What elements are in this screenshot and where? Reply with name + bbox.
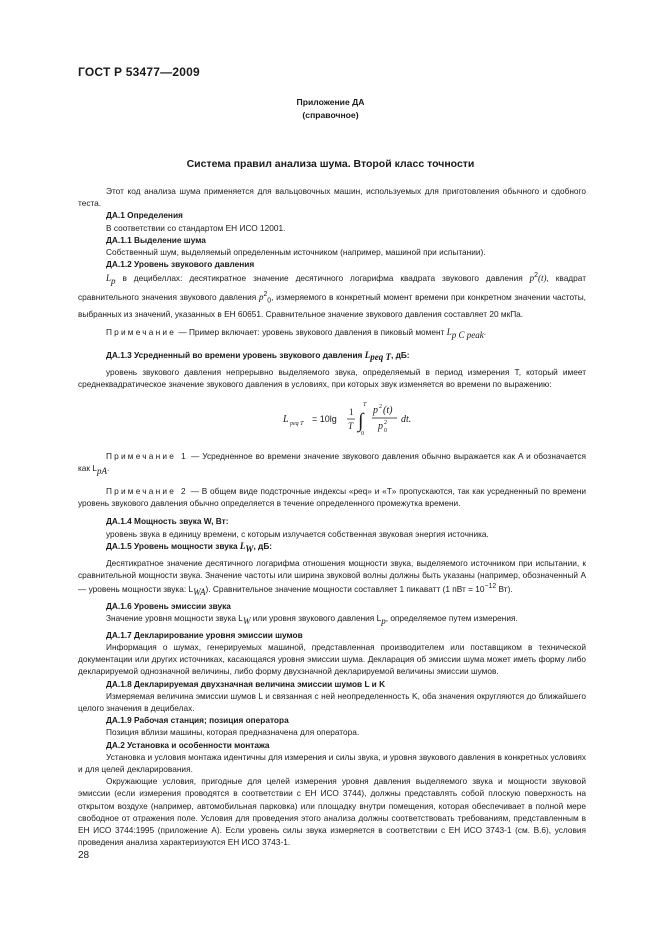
heading-da12: ДА.1.2 Уровень звукового давления xyxy=(106,259,255,270)
heading-da15: ДА.1.5 Уровень мощности звука $L_W$, дБ: xyxy=(106,540,273,554)
document-body xyxy=(78,185,586,848)
paragraph-da1: В соответствии со стандартом ЕН ИСО 12001. xyxy=(106,222,286,233)
integral-sign: ∫ xyxy=(358,410,364,432)
paragraph-da15: Десятикратное значение десятичного логарифма отношения мощности звука, выделяемого источником при испытании, к сравнительной мощности звука. Значение частоты или ширина звуковой волны должны быть указаны (например, обозначенный A — уровень мощности звука: $L_{WA}$). Сравнительное значение мощности составляет 1 пикаватт (1 пВт = $10^{-12}$ Вт). xyxy=(78,557,586,597)
formula-leq xyxy=(78,398,586,440)
heading-da18: ДА.1.8 Декларируемая двухзначная величина эмиссии шумов L и K xyxy=(106,678,386,689)
section-title: Система правил анализа шума. Второй класс точности xyxy=(186,158,475,170)
paragraph-da14: уровень звука в единицу времени, с которым излучается собственная звуковая энергия источника. xyxy=(106,528,489,539)
formula-lhs: L xyxy=(283,414,289,425)
document-header: ГОСТ Р 53477—2009 xyxy=(78,65,200,79)
paragraph-da17: Информация о шумах, генерируемых машиной, представленная производителем или поставщиком в технической документации или других источниках, касающаяся уровня эмиссии шума. Декларация об эмиссии шума может иметь форму либо декларируемой однозначной величины, либо форму двухзначной декларируемой величины эмиссии шумов. xyxy=(78,642,586,677)
formula-lower: 0 xyxy=(361,431,364,437)
paragraph-da2-b: Окружающие условия, пригодные для целей измерения уровня давления выделяемого звука и мощности звуковой эмиссии (если измерения проводятся в соответствии с ЕН ИСО 3744), должны представлять собой плоскую поверхность на открытом воздухе (например, автомобильная парковка) или площадку внутри помещения, которая обеспечивает в полной мере свободное от отражения поле. Условия для проведения этого анализа должны соответствовать требованиям, представленным в ЕН ИСО 3744:1995 (приложение А). Если уровень силы звука измеряется в соответствии с ЕН ИСО 3743-1 (см. В.6), условия проведения анализа характеризуются ЕН ИСО 3743-1. xyxy=(78,776,586,848)
paragraph-da12: $L_p$ в децибеллах: десятикратное значение десятичного логарифма квадрата звукового давления $p^2(t)$, квадрат сравнительного значения звукового давления $p^2_0$, измеряемого в конкретный момент времени при конкретном значении частоты, выбранных из значений, указанных в ЕН 60651. Сравнительное значение звукового давления составляет 20 мкПа. xyxy=(78,272,586,319)
heading-da16: ДА.1.6 Уровень эмиссии звука xyxy=(106,600,231,611)
annex-title: Приложение ДА xyxy=(296,97,365,107)
paragraph-da19: Позиция вблизи машины, которая предназначена для оператора. xyxy=(106,727,360,738)
paragraph-da11: Собственный шум, выделяемый определенным источником (например, машиной при испытании). xyxy=(106,247,486,258)
note-2: Примечание 1 — Усредненное во времени значение звукового давления обычно выражается как A и обозначается как $L_{pA}$. xyxy=(78,451,587,476)
formula-T: T xyxy=(348,421,354,431)
formula-upper: T xyxy=(363,402,367,408)
annex-type: (справочное) xyxy=(302,110,359,120)
paragraph-da2-a: Установка и условия монтажа идентичны для измерения и силы звука, и уровня звукового давления в конкретных условиях и для целей декларирования. xyxy=(78,751,586,775)
heading-da1: ДА.1 Определения xyxy=(106,210,183,221)
heading-da13: ДА.1.3 Усредненный во времени уровень звукового давления $L_{peq T}$, дБ: xyxy=(106,349,410,363)
formula-den: p xyxy=(378,421,383,432)
paragraph-da16: Значение уровня мощности звука $L_W$ или уровня звукового давления $L_p$, определяемое путем измерения. xyxy=(106,612,518,626)
formula-one: 1 xyxy=(349,407,354,417)
paragraph-da13: уровень звукового давления непрерывно выделяемого звука, определяемый в период измерения T, который имеет среднеквадратическое значение звукового давления в условиях, при которых звук изменяется во времени по выражению: xyxy=(78,366,586,389)
page-number: 28 xyxy=(78,850,90,861)
formula-num-arg: (t) xyxy=(383,405,393,416)
formula-dt: dt. xyxy=(401,414,412,425)
formula-den-exp: 2 xyxy=(384,420,387,426)
heading-da2: ДА.2 Установка и особенности монтажа xyxy=(106,739,270,750)
formula-den-sub: 0 xyxy=(384,428,387,434)
heading-da19: ДА.1.9 Рабочая станция; позиция оператора xyxy=(106,715,289,726)
heading-da11: ДА.1.1 Выделение шума xyxy=(106,234,206,245)
note-1: Примечание — Пример включает: уровень звукового давления в пиковый момент $L_{p C peak}$. xyxy=(106,326,487,340)
heading-da14: ДА.1.4 Мощность звука W, Вт: xyxy=(106,516,229,527)
intro-paragraph: Этот код анализа шума применяется для вальцовочных машин, используемых для приготовления обычного и сдобного теста. xyxy=(78,186,586,209)
formula-num: p xyxy=(373,405,378,416)
formula-graphic xyxy=(283,398,423,440)
formula-eq: = 10lg xyxy=(312,414,337,424)
heading-da17: ДА.1.7 Декларирование уровня эмиссии шумов xyxy=(106,629,303,640)
formula-lhs-sub: peq T xyxy=(290,421,304,427)
formula-num-exp: 2 xyxy=(379,404,382,410)
paragraph-da18: Измеряемая величина эмиссии шумов L и связанная с ней неопределенность K, оба значения округляются до ближайшего целого значения в децибелах. xyxy=(78,690,586,714)
note-3: Примечание 2 — В общем виде подстрочные индексы «peq» и «T» пропускаются, так как усредненный по времени уровень звукового давления обычно определяется в течение определенного промежутка времени. xyxy=(78,486,586,509)
